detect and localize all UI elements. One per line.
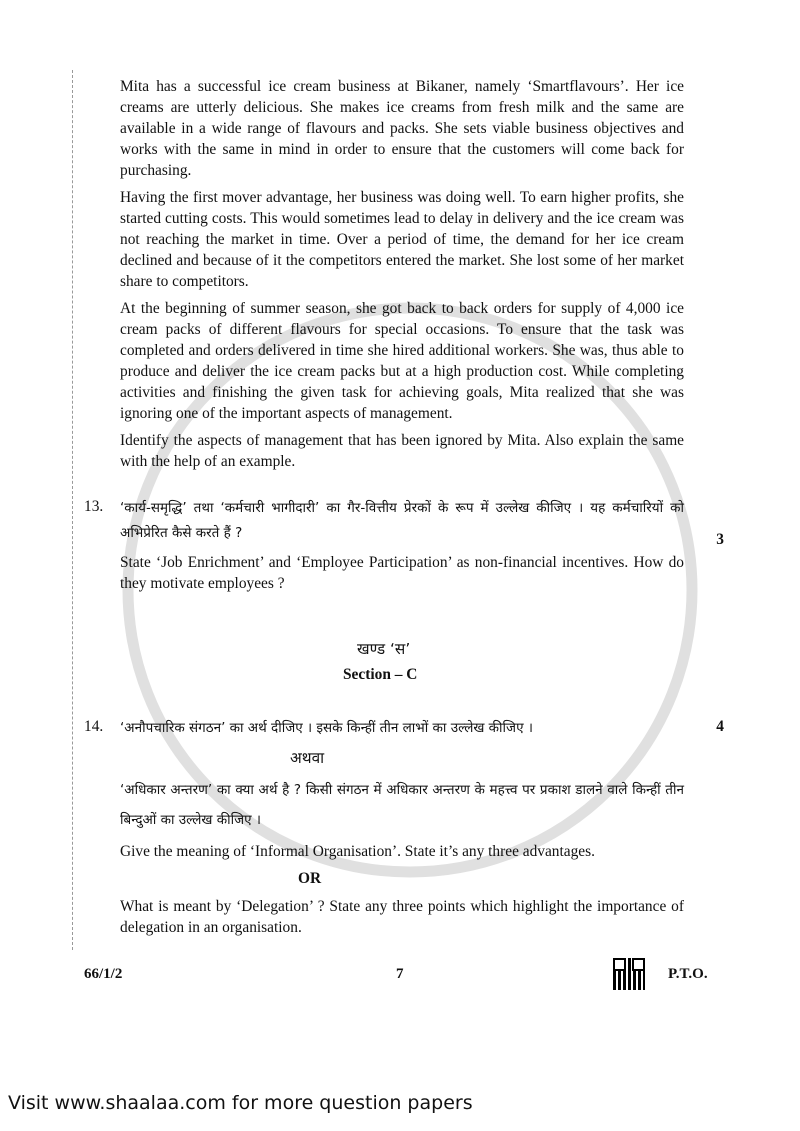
q12-paragraph-4: Identify the aspects of management that has been ignored by Mita. Also explain the same with the help of an example. bbox=[120, 432, 684, 470]
margin-line bbox=[72, 70, 74, 950]
section-title-english: Section – C bbox=[343, 666, 418, 683]
q13-marks: 3 bbox=[716, 531, 724, 548]
q14-or-hindi: अथवा bbox=[290, 749, 325, 767]
q13-hindi: ‘कार्य-समृद्धि’ तथा ‘कर्मचारी भागीदारी’ का गैर-वित्तीय प्रेरकों के रूप में उल्लेख कीजिए । यह कर्मचारियों को अभिप्रेरित कैसे करते हैं ? bbox=[120, 500, 684, 541]
q13-english: State ‘Job Enrichment’ and ‘Employee Participation’ as non-financial incentives. How do they motivate employees ? bbox=[120, 554, 684, 592]
q14-block bbox=[84, 716, 724, 747]
qr-code-icon bbox=[613, 958, 645, 990]
section-title-hindi: खण्ड ‘स’ bbox=[357, 640, 411, 658]
pto-label: P.T.O. bbox=[668, 965, 708, 982]
q14-english: Give the meaning of ‘Informal Organisation’. State it’s any three advantages. bbox=[120, 843, 595, 860]
q12-paragraph-3: At the beginning of summer season, she got back to back orders for supply of 4,000 ice cream packs of different flavours for special occasions. To ensure that the task was completed and orders delivered in time she hired additional workers. She was, thus able to produce and deliver the ice cream packs but at a high production cost. While completing activities and finishing the given task for achieving goals, Mita realized that she was ignoring one of the important aspects of management. bbox=[120, 300, 684, 422]
page-footer bbox=[84, 958, 710, 990]
q12-block bbox=[84, 76, 724, 478]
q14-number: 14. bbox=[84, 718, 104, 735]
paper-code: 66/1/2 bbox=[84, 965, 123, 982]
q13-block bbox=[84, 496, 724, 552]
q12-paragraph-2: Having the first mover advantage, her business was doing well. To earn higher profits, she started cutting costs. This would sometimes lead to delay in delivery and the ice cream was not reaching the market in time. Over a period of time, the demand for her ice cream declined and because of it the competitors entered the market. She lost some of her market share to competitors. bbox=[120, 189, 684, 290]
q14-hindi: ‘अनौपचारिक संगठन’ का अर्थ दीजिए । इसके किन्हीं तीन लाभों का उल्लेख कीजिए । bbox=[120, 720, 533, 736]
q14-english-alt: What is meant by ‘Delegation’ ? State any three points which highlight the importance of delegation in an organisation. bbox=[120, 898, 684, 936]
q14-or-english: OR bbox=[298, 870, 322, 887]
page-number: 7 bbox=[396, 965, 404, 982]
q14-marks: 4 bbox=[716, 718, 724, 735]
page-content bbox=[84, 76, 724, 944]
q13-number: 13. bbox=[84, 498, 104, 515]
q12-paragraph-1: Mita has a successful ice cream business at Bikaner, namely ‘Smartflavours’. Her ice creams are utterly delicious. She makes ice creams from fresh milk and the same are available in a wide range of flavours and packs. She sets viable business objectives and works with the same in mind in order to ensure that the customers will come back for purchasing. bbox=[120, 78, 684, 179]
q14-hindi-alt: ‘अधिकार अन्तरण’ का क्या अर्थ है ? किसी संगठन में अधिकार अन्तरण के महत्त्व पर प्रकाश डालने वाले किन्हीं तीन बिन्दुओं का उल्लेख कीजिए । bbox=[120, 782, 684, 828]
promo-banner: Visit www.shaalaa.com for more question papers bbox=[8, 1092, 473, 1114]
